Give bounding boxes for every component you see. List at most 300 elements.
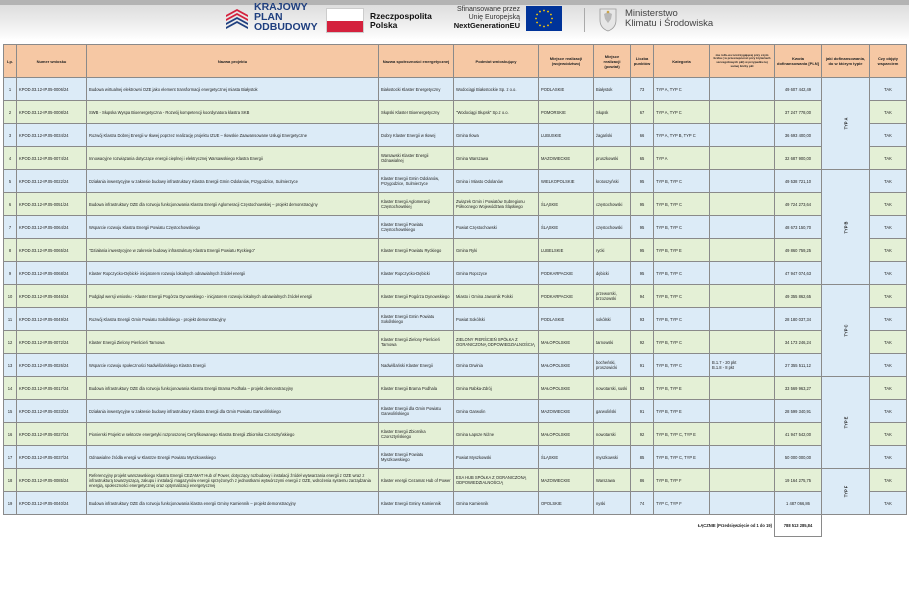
eu-star bbox=[536, 14, 538, 16]
cell-uwagi bbox=[710, 492, 775, 515]
cell-podmiot: Powiat Częstochowski bbox=[454, 216, 539, 239]
table-row bbox=[4, 492, 907, 515]
cell-pkt: 65 bbox=[631, 147, 654, 170]
type-group-label bbox=[822, 78, 870, 170]
cell-nazwa: Klaster Ropczycko-Dębicki- inicjatorem rozwoju lokalnych odnawialnych źródeł energii bbox=[87, 262, 379, 285]
cell-podmiot: Wodociągi Białostockie Sp. z o.o. bbox=[454, 78, 539, 101]
cell-nazwa: Budowa infrastruktury OZE dla rozwoju funkcjonowania Klastra Energii Brama Podhala – projekt demonstracyjny bbox=[87, 377, 379, 400]
cell-woj: MAŁOPOLSKIE bbox=[539, 423, 594, 446]
table-row bbox=[4, 216, 907, 239]
cell-pkt: 92 bbox=[631, 423, 654, 446]
ministry-emblem-icon bbox=[597, 6, 619, 32]
kpo-line: ODBUDOWY bbox=[254, 21, 318, 33]
cell-lp: 2 bbox=[4, 101, 17, 124]
cell-nr: KPOD.03.12-IP.05-0046/24 bbox=[17, 285, 87, 308]
total-spacer: ŁĄCZNIE (Przedsięwzięcie od 1 do 19) bbox=[4, 515, 775, 537]
cell-wsparcie: TAK bbox=[870, 170, 907, 193]
cell-wsparcie: TAK bbox=[870, 147, 907, 170]
cell-kat: TYP A, TYP B, TYP C bbox=[654, 124, 710, 147]
cell-woj: WIELKOPOLSKIE bbox=[539, 170, 594, 193]
cell-pkt: 93 bbox=[631, 377, 654, 400]
col-header: Czy objęty wsparciem bbox=[870, 45, 907, 78]
cell-spol: Klaster Energii Powiatu Ryckiego bbox=[379, 239, 454, 262]
cell-kwota: 19 164 275,75 bbox=[775, 469, 822, 492]
eu-flag-icon bbox=[526, 6, 562, 31]
col-header: Nazwa społeczności energetycznej bbox=[379, 45, 454, 78]
col-header: Numer wniosku bbox=[17, 45, 87, 78]
cell-spol: Klaster Energii Gminy Kamiennik bbox=[379, 492, 454, 515]
cell-woj: MAZOWIECKIE bbox=[539, 147, 594, 170]
cell-podmiot: Powiat Sokólski bbox=[454, 308, 539, 331]
cell-nazwa: Wsparcie rozwoju Klastra Energii Powiatu Częstochowskiego bbox=[87, 216, 379, 239]
cell-powiat: żagański bbox=[594, 124, 631, 147]
cell-pkt: 95 bbox=[631, 170, 654, 193]
cell-wsparcie: TAK bbox=[870, 78, 907, 101]
cell-kat: TYP B, TYP C bbox=[654, 216, 710, 239]
cell-uwagi bbox=[710, 124, 775, 147]
cell-podmiot: Gmina Rabka-Zdrój bbox=[454, 377, 539, 400]
cell-nr: KPOD.03.12-IP.05-0051/24 bbox=[17, 193, 87, 216]
cell-kat: TYP B, TYP C bbox=[654, 308, 710, 331]
cell-spol: Nadwiślański Klaster Energii bbox=[379, 354, 454, 377]
cell-podmiot: ESA HUB SPÓŁKA Z OGRANICZONĄ ODPOWIEDZIALNOŚCIĄ bbox=[454, 469, 539, 492]
cell-woj: LUBELSKIE bbox=[539, 239, 594, 262]
cell-lp: 10 bbox=[4, 285, 17, 308]
col-header: Lp. bbox=[4, 45, 17, 78]
cell-pkt: 66 bbox=[631, 124, 654, 147]
cell-nazwa: Innowacyjne rozwiązania dotyczące energii cieplnej i elektrycznej Warsawskiego Klastra Energii bbox=[87, 147, 379, 170]
cell-podmiot: "Wodociągi Słupsk" Sp.z o.o. bbox=[454, 101, 539, 124]
cell-podmiot: Miasto i Gmina Jawornik Polski bbox=[454, 285, 539, 308]
cell-kat: TYP B, TYP C bbox=[654, 354, 710, 377]
cell-kat: TYP B, TYP C bbox=[654, 285, 710, 308]
cell-pkt: 67 bbox=[631, 101, 654, 124]
cell-kat: TYP B, TYP E bbox=[654, 239, 710, 262]
cell-uwagi bbox=[710, 101, 775, 124]
cell-podmiot: Gmina Warszawa bbox=[454, 147, 539, 170]
cell-woj: ŚLĄSKIE bbox=[539, 193, 594, 216]
cell-pkt: 95 bbox=[631, 239, 654, 262]
table-row bbox=[4, 331, 907, 354]
header-row bbox=[4, 45, 907, 78]
cell-podmiot: Gmina Garwolin bbox=[454, 400, 539, 423]
cell-podmiot: Gmina Kamiennik bbox=[454, 492, 539, 515]
cell-lp: 16 bbox=[4, 423, 17, 446]
cell-powiat: częstochowski bbox=[594, 193, 631, 216]
cell-wsparcie: TAK bbox=[870, 239, 907, 262]
cell-kwota: 37 247 778,00 bbox=[775, 101, 822, 124]
cell-nr: KPOD.03.12-IP.05-0068/24 bbox=[17, 262, 87, 285]
cell-kwota: 48 673 150,70 bbox=[775, 216, 822, 239]
cell-podmiot: Gmina Iłowa bbox=[454, 124, 539, 147]
type-group-label bbox=[822, 170, 870, 285]
cell-spol: Klaster Energii dla Gmin Powiatu Garwolińskiego bbox=[379, 400, 454, 423]
cell-powiat: dębicki bbox=[594, 262, 631, 285]
cell-kat: TYP C, TYP F bbox=[654, 492, 710, 515]
cell-nr: KPOD.03.12-IP.05-0034/24 bbox=[17, 124, 87, 147]
cell-powiat: rycki bbox=[594, 239, 631, 262]
cell-wsparcie: TAK bbox=[870, 262, 907, 285]
cell-kat: TYP B, TYP E bbox=[654, 377, 710, 400]
type-group-text: TYP C bbox=[842, 324, 848, 337]
cell-nr: KPOD.03.12-IP.05-0064/24 bbox=[17, 216, 87, 239]
cell-lp: 12 bbox=[4, 331, 17, 354]
col-header: ma rolls-w-rozstrzygającej przy czym liczba ( w przeczepności przy kryteriach szczegółowych pkt) w przypadku tej samej liczby pkt bbox=[710, 45, 775, 78]
ministry-line: Klimatu i Środowiska bbox=[625, 18, 714, 29]
cell-powiat: częstochowski bbox=[594, 216, 631, 239]
cell-wsparcie: TAK bbox=[870, 400, 907, 423]
cell-woj: MAŁOPOLSKIE bbox=[539, 354, 594, 377]
cell-nr: KPOD.03.12-IP.05-0027/24 bbox=[17, 423, 87, 446]
cell-spol: Białostocki Klaster Energetyczny bbox=[379, 78, 454, 101]
cell-powiat: Słupsk bbox=[594, 101, 631, 124]
cell-spol: Warsawski Klaster Energii Odnawialnej bbox=[379, 147, 454, 170]
cell-uwagi bbox=[710, 469, 775, 492]
table-row bbox=[4, 446, 907, 469]
cell-kat: TYP A, TYP C bbox=[654, 101, 710, 124]
cell-kwota: 33 569 963,27 bbox=[775, 377, 822, 400]
rp-line: Polska bbox=[370, 20, 398, 30]
cell-powiat: przeworski, brzozowski bbox=[594, 285, 631, 308]
cell-lp: 7 bbox=[4, 216, 17, 239]
cell-kat: TYP B, TYP E bbox=[654, 400, 710, 423]
cell-powiat: krotoszyński bbox=[594, 170, 631, 193]
cell-kwota: 28 180 037,34 bbox=[775, 308, 822, 331]
cell-nr: KPOD.03.12-IP.05-0037/24 bbox=[17, 446, 87, 469]
cell-uwagi bbox=[710, 446, 775, 469]
cell-woj: POMORSKIE bbox=[539, 101, 594, 124]
cell-lp: 14 bbox=[4, 377, 17, 400]
cell-woj: MAŁOPOLSKIE bbox=[539, 331, 594, 354]
type-group-text: TYP E bbox=[842, 416, 848, 429]
eu-star bbox=[551, 18, 553, 20]
cell-uwagi bbox=[710, 423, 775, 446]
eu-star bbox=[536, 22, 538, 24]
cell-nazwa: SWB - Słupska Wyspa Bioenergetyczna - Rozwój kompetencji koordynatora klastra SKB bbox=[87, 101, 379, 124]
type-group-label bbox=[822, 377, 870, 469]
cell-wsparcie: TAK bbox=[870, 423, 907, 446]
cell-nr: KPOD.03.12-IP.05-0033/24 bbox=[17, 400, 87, 423]
cell-wsparcie: TAK bbox=[870, 331, 907, 354]
rp-logo-text bbox=[370, 12, 432, 30]
cell-pkt: 86 bbox=[631, 469, 654, 492]
col-header: jaki dofinansowania, do w którym typie bbox=[822, 45, 870, 78]
cell-nr: KPOD.03.12-IP.05-0085/24 bbox=[17, 469, 87, 492]
cell-kat: TYP B, TYP C bbox=[654, 170, 710, 193]
cell-lp: 5 bbox=[4, 170, 17, 193]
cell-spol: Klaster energii Cezamat Hub of Power bbox=[379, 469, 454, 492]
eu-line: NextGenerationEU bbox=[453, 21, 520, 30]
cell-kwota: 49 355 862,65 bbox=[775, 285, 822, 308]
cell-wsparcie: TAK bbox=[870, 446, 907, 469]
type-group-text: TYP B bbox=[842, 221, 848, 233]
table-row bbox=[4, 147, 907, 170]
cell-kwota: 41 947 542,00 bbox=[775, 423, 822, 446]
cell-lp: 3 bbox=[4, 124, 17, 147]
cell-wsparcie: TAK bbox=[870, 193, 907, 216]
cell-nazwa: Budowa wirtualnej elektrowni OZE jako element transformacji energetycznej miasta Białystok bbox=[87, 78, 379, 101]
logo-header bbox=[0, 0, 909, 40]
table-row bbox=[4, 101, 907, 124]
eu-star bbox=[547, 11, 549, 13]
kpo-logo-text bbox=[254, 2, 318, 32]
cell-pkt: 91 bbox=[631, 400, 654, 423]
cell-uwagi bbox=[710, 78, 775, 101]
cell-kat: TYP A, TYP C bbox=[654, 78, 710, 101]
cell-woj: PODLASKIE bbox=[539, 308, 594, 331]
cell-kwota: 49 538 721,10 bbox=[775, 170, 822, 193]
cell-uwagi: B.1.7 - 20 pkt B.1.8 - 8 pkt bbox=[710, 354, 775, 377]
cell-pkt: 94 bbox=[631, 285, 654, 308]
col-header: Liczba punktów bbox=[631, 45, 654, 78]
cell-spol: Klaster Energii Gmin Odolanów, Przygodzice, Sulmierzyce bbox=[379, 170, 454, 193]
eu-star bbox=[539, 11, 541, 13]
cell-powiat: Warszawa bbox=[594, 469, 631, 492]
cell-pkt: 93 bbox=[631, 308, 654, 331]
cell-nr: KPOD.03.12-IP.05-0026/24 bbox=[17, 354, 87, 377]
cell-pkt: 73 bbox=[631, 78, 654, 101]
cell-powiat: Białystok bbox=[594, 78, 631, 101]
cell-nazwa: Wsparcie rozwoju społeczności Nadwiślańskiego Klastra Energii bbox=[87, 354, 379, 377]
table-row bbox=[4, 308, 907, 331]
cell-kat: TYP B, TYP C bbox=[654, 193, 710, 216]
cell-powiat: tarnowski bbox=[594, 331, 631, 354]
type-group-label bbox=[822, 469, 870, 515]
cell-nazwa: Podgląd wersji wniosku - Klaster Energii Pogórza Dynowskiego - inicjatorem rozwoju lokalnych odnawialnych źródeł energii bbox=[87, 285, 379, 308]
cell-podmiot: Gmina Łapsze Niżne bbox=[454, 423, 539, 446]
logo-divider bbox=[584, 8, 585, 32]
cell-powiat: nyski bbox=[594, 492, 631, 515]
cell-pkt: 95 bbox=[631, 193, 654, 216]
cell-nazwa: Budowa infrastruktury OZE dla rozwoju funkcjonowania Klastra Energii Aglomeracji Częstochowskiej – projekt demonstracyjny bbox=[87, 193, 379, 216]
cell-spol: Dobry Klaster Energii w Iłowej bbox=[379, 124, 454, 147]
cell-lp: 11 bbox=[4, 308, 17, 331]
table-row bbox=[4, 354, 907, 377]
cell-nr: KPOD.03.12-IP.05-0049/24 bbox=[17, 308, 87, 331]
cell-lp: 8 bbox=[4, 239, 17, 262]
poland-flag-icon bbox=[326, 8, 364, 33]
cell-wsparcie: TAK bbox=[870, 377, 907, 400]
cell-pkt: 85 bbox=[631, 446, 654, 469]
cell-kat: TYP B, TYP C bbox=[654, 331, 710, 354]
cell-lp: 4 bbox=[4, 147, 17, 170]
cell-powiat: sokólski bbox=[594, 308, 631, 331]
cell-podmiot: Gmina i Miasto Odolanów bbox=[454, 170, 539, 193]
table-row bbox=[4, 170, 907, 193]
cell-podmiot: Związek Gmin i Powiatów Subregionu Północnego Województwa Śląskiego bbox=[454, 193, 539, 216]
cell-pkt: 95 bbox=[631, 262, 654, 285]
cell-podmiot: Gmina Drwinia bbox=[454, 354, 539, 377]
table-row bbox=[4, 78, 907, 101]
eu-line: Unię Europejską bbox=[468, 14, 520, 21]
cell-nr: KPOD.03.12-IP.05-0072/24 bbox=[17, 331, 87, 354]
kpo-line: PLAN bbox=[254, 11, 283, 23]
ministry-text bbox=[625, 9, 713, 29]
cell-lp: 6 bbox=[4, 193, 17, 216]
cell-lp: 19 bbox=[4, 492, 17, 515]
eu-star bbox=[550, 14, 552, 16]
cell-powiat: pruszkowski bbox=[594, 147, 631, 170]
cell-lp: 1 bbox=[4, 78, 17, 101]
cell-nr: KPOD.03.12-IP.05-0040/24 bbox=[17, 492, 87, 515]
cell-woj: PODLASKIE bbox=[539, 78, 594, 101]
cell-powiat: garwoliński bbox=[594, 400, 631, 423]
table-row bbox=[4, 285, 907, 308]
cell-woj: MAZOWIECKIE bbox=[539, 400, 594, 423]
cell-wsparcie: TAK bbox=[870, 216, 907, 239]
cell-spol: Klaster Energii Powiatu Częstochowskiego bbox=[379, 216, 454, 239]
cell-kwota: 28 599 340,91 bbox=[775, 400, 822, 423]
col-header: Podmiot wnioskujący bbox=[454, 45, 539, 78]
cell-podmiot: Powiat Myszkowski bbox=[454, 446, 539, 469]
cell-nazwa: Rozwój Klastra Energii Gmin Powiatu Sokólskiego - projekt demonstracyjny bbox=[87, 308, 379, 331]
table-row bbox=[4, 423, 907, 446]
cell-uwagi bbox=[710, 239, 775, 262]
cell-kat: TYP B, TYP F bbox=[654, 469, 710, 492]
kpo-line: KRAJOWY bbox=[254, 1, 308, 13]
cell-nr: KPOD.03.12-IP.05-0017/24 bbox=[17, 377, 87, 400]
table-row bbox=[4, 400, 907, 423]
cell-pkt: 91 bbox=[631, 354, 654, 377]
cell-uwagi bbox=[710, 216, 775, 239]
cell-kwota: 49 607 442,49 bbox=[775, 78, 822, 101]
kpo-logo-icon bbox=[224, 7, 250, 33]
cell-lp: 9 bbox=[4, 262, 17, 285]
table-row bbox=[4, 124, 907, 147]
cell-kwota: 32 687 900,00 bbox=[775, 147, 822, 170]
cell-wsparcie: TAK bbox=[870, 308, 907, 331]
cell-uwagi bbox=[710, 400, 775, 423]
cell-spol: Klaster Energii Pogórza Dynowskiego bbox=[379, 285, 454, 308]
cell-kwota: 34 173 246,24 bbox=[775, 331, 822, 354]
cell-woj: MAŁOPOLSKIE bbox=[539, 377, 594, 400]
cell-kwota: 27 355 511,12 bbox=[775, 354, 822, 377]
cell-kwota: 36 693 400,00 bbox=[775, 124, 822, 147]
table-body bbox=[4, 78, 907, 537]
cell-kwota: 50 000 000,00 bbox=[775, 446, 822, 469]
type-group-label bbox=[822, 285, 870, 377]
cell-kwota: 47 947 074,63 bbox=[775, 262, 822, 285]
col-header: Nazwa projektu bbox=[87, 45, 379, 78]
cell-spol: Klaster Energii Zbiornika Czorsztyńskiego bbox=[379, 423, 454, 446]
cell-spol: Klaster Energii Zielony Pierścień Tarnowa bbox=[379, 331, 454, 354]
ministry-line: Ministerstwo bbox=[625, 8, 678, 19]
cell-nr: KPOD.03.12-IP.05-0006/24 bbox=[17, 78, 87, 101]
cell-spol: Słupski Klaster Bioenergetyczny bbox=[379, 101, 454, 124]
cell-spol: Klaster Energii Aglomeracji Częstochowskiej bbox=[379, 193, 454, 216]
cell-nazwa: Pionierski Projekt w sektorze energetyki rozproszonej Certyfikowanego Klastra Energii Zbiornika Czorsztyńskiego bbox=[87, 423, 379, 446]
cell-uwagi bbox=[710, 285, 775, 308]
cell-nazwa: Odnawialne źródła energii w Klastrze Energii Powiatu Myszkowskiego bbox=[87, 446, 379, 469]
eu-funding-text bbox=[430, 6, 520, 30]
cell-spol: Klaster Energii Brama Podhala bbox=[379, 377, 454, 400]
cell-uwagi bbox=[710, 331, 775, 354]
cell-uwagi bbox=[710, 377, 775, 400]
col-header: Kategoria bbox=[654, 45, 710, 78]
table-row bbox=[4, 193, 907, 216]
table-row bbox=[4, 469, 907, 492]
eu-star bbox=[539, 25, 541, 27]
cell-kwota: 1 487 066,86 bbox=[775, 492, 822, 515]
cell-nazwa: Rozwój Klastra Dobrej Energii w Iłowej poprzez realizację projektu IZUE – Iłowskie Zaawansowane Usługi Energetyczne bbox=[87, 124, 379, 147]
cell-nr: KPOD.03.12-IP.05-0022/24 bbox=[17, 170, 87, 193]
cell-lp: 18 bbox=[4, 469, 17, 492]
eu-star bbox=[535, 18, 537, 20]
cell-nr: KPOD.03.12-IP.05-0008/24 bbox=[17, 101, 87, 124]
type-group-text: TYP F bbox=[843, 485, 848, 498]
total-amount: 788 513 285,84 bbox=[775, 515, 822, 537]
cell-powiat: nowotarski bbox=[594, 423, 631, 446]
cell-spol: Klaster Ropczycko-Dębicki bbox=[379, 262, 454, 285]
cell-nazwa: Referencyjny projekt warszawskiego Klastra Energii CEZAMAT Hub of Power, dotyczący rozbudowy i instalacji źródeł wytwarzania energii z OZE wraz z infrastrukturą towarzyszącą, zakupu i instalacji magazynów energii sprzężonych z jednostkami wytwórczymi energii z OZE, wdrożenia systemu zarządzania energią, społeczności energetycznej oraz optymalizacji energetycznej bbox=[87, 469, 379, 492]
cell-uwagi bbox=[710, 262, 775, 285]
eu-line: Sfinansowane przez bbox=[456, 6, 520, 13]
cell-uwagi bbox=[710, 147, 775, 170]
cell-kwota: 49 724 273,64 bbox=[775, 193, 822, 216]
cell-podmiot: Gmina Ropczyce bbox=[454, 262, 539, 285]
cell-woj: OPOLSKIE bbox=[539, 492, 594, 515]
cell-kwota: 49 860 759,25 bbox=[775, 239, 822, 262]
cell-powiat: myszkowski bbox=[594, 446, 631, 469]
cell-wsparcie: TAK bbox=[870, 492, 907, 515]
cell-pkt: 74 bbox=[631, 492, 654, 515]
cell-nazwa: Działania inwestycyjne w zakresie budowy infrastruktury Klastra Energii Gmin Odolanów, Przygodzice, Sulmierzyce bbox=[87, 170, 379, 193]
table-row bbox=[4, 262, 907, 285]
cell-podmiot: Gmina Ryki bbox=[454, 239, 539, 262]
cell-woj: PODKARPACKIE bbox=[539, 262, 594, 285]
cell-wsparcie: TAK bbox=[870, 101, 907, 124]
table-row bbox=[4, 239, 907, 262]
cell-woj: ŚLĄSKIE bbox=[539, 216, 594, 239]
cell-woj: LUBUSKIE bbox=[539, 124, 594, 147]
cell-lp: 17 bbox=[4, 446, 17, 469]
cell-kat: TYP A bbox=[654, 147, 710, 170]
cell-pkt: 92 bbox=[631, 331, 654, 354]
cell-uwagi bbox=[710, 308, 775, 331]
type-group-text: TYP A bbox=[843, 117, 848, 130]
cell-nazwa: Klaster Energii Zielony Pierścień Tarnowa bbox=[87, 331, 379, 354]
cell-pkt: 95 bbox=[631, 216, 654, 239]
rp-line: Rzeczpospolita bbox=[370, 11, 432, 21]
total-trailing bbox=[822, 515, 907, 537]
cell-wsparcie: TAK bbox=[870, 354, 907, 377]
cell-woj: ŚLĄSKIE bbox=[539, 446, 594, 469]
cell-uwagi bbox=[710, 193, 775, 216]
cell-podmiot: ZIELONY PIERŚCIEŃ SPÓŁKA Z OGRANICZONĄ ODPOWIEDZIALNOŚCIĄ bbox=[454, 331, 539, 354]
cell-powiat: bocheński, proszowicki bbox=[594, 354, 631, 377]
col-header: Miejsce realizacji (województwo) bbox=[539, 45, 594, 78]
cell-woj: MAZOWIECKIE bbox=[539, 469, 594, 492]
eu-star bbox=[547, 25, 549, 27]
cell-woj: PODKARPACKIE bbox=[539, 285, 594, 308]
col-header: Kwota dofinansowania [PLN] bbox=[775, 45, 822, 78]
col-header: Miejsce realizacji (powiat) bbox=[594, 45, 631, 78]
cell-nazwa: Działania inwestycyjne w zakresie budowy infrastruktury Klastra Energii dla Gmin Powiatu Garwolińskiego bbox=[87, 400, 379, 423]
cell-nr: KPOD.03.12-IP.05-0065/24 bbox=[17, 239, 87, 262]
cell-nr: KPOD.03.12-IP.05-0074/24 bbox=[17, 147, 87, 170]
cell-kat: TYP B, TYP C bbox=[654, 262, 710, 285]
table-row bbox=[4, 377, 907, 400]
cell-wsparcie: TAK bbox=[870, 285, 907, 308]
cell-nazwa: Budowa infrastruktury OZE dla rozwoju funkcjonowania klastra energii Gminy Kamiennik – projekt demonstracyjny bbox=[87, 492, 379, 515]
cell-wsparcie: TAK bbox=[870, 124, 907, 147]
cell-kat: TYP B, TYP C, TYP E bbox=[654, 423, 710, 446]
eu-star bbox=[550, 22, 552, 24]
cell-uwagi bbox=[710, 170, 775, 193]
cell-lp: 15 bbox=[4, 400, 17, 423]
total-row bbox=[4, 515, 907, 537]
cell-lp: 13 bbox=[4, 354, 17, 377]
